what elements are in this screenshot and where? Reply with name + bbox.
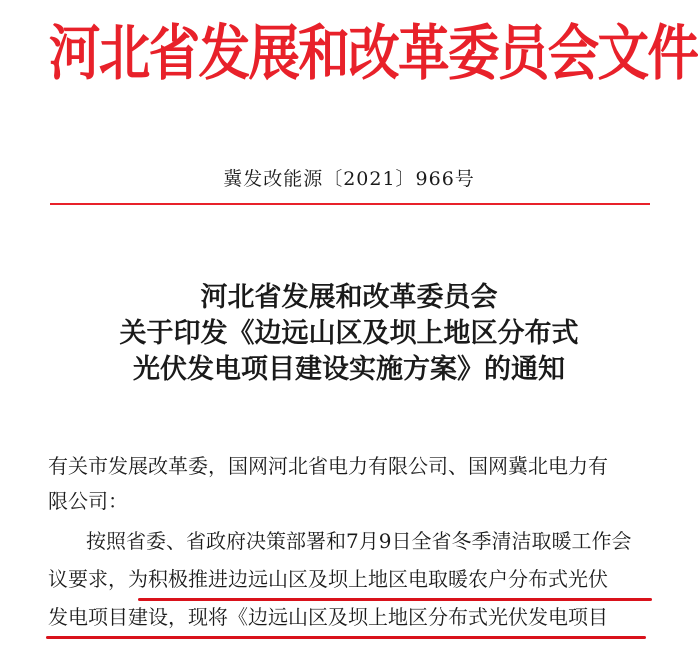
paragraph-line-2-lead: 议要求， <box>48 567 128 591</box>
notice-title-line-3: 光伏发电项目建设实施方案》的通知 <box>133 354 565 385</box>
highlight-underline-1 <box>138 598 652 601</box>
red-header-rule <box>50 203 650 205</box>
salutation-line-2: 限公司： <box>48 489 128 513</box>
paragraph-line-3-rest: 现将《边远山区及坝上地区分布式光伏发电项目 <box>188 605 608 629</box>
highlight-underline-2 <box>46 636 646 639</box>
paragraph-line-1: 按照省委、省政府决策部署和7月9日全省冬季清洁取暖工作会 <box>86 529 632 553</box>
notice-title-line-2: 关于印发《边远山区及坝上地区分布式 <box>119 318 579 349</box>
highlighted-text-1: 为积极推进边远山区及坝上地区电取暖农户分布式光伏 <box>128 567 608 591</box>
salutation-line-1: 有关市发展改革委，国网河北省电力有限公司、国网冀北电力有 <box>48 454 608 478</box>
notice-title <box>0 280 698 388</box>
document-header-title: 河北省发展和改革委员会文件 <box>48 19 698 89</box>
document-number: 冀发改能源〔2021〕966号 <box>223 168 475 190</box>
paragraph-line-2 <box>48 564 608 594</box>
highlighted-text-2: 发电项目建设， <box>48 605 188 629</box>
notice-title-line-1: 河北省发展和改革委员会 <box>200 282 498 313</box>
paragraph-line-3 <box>48 602 608 632</box>
